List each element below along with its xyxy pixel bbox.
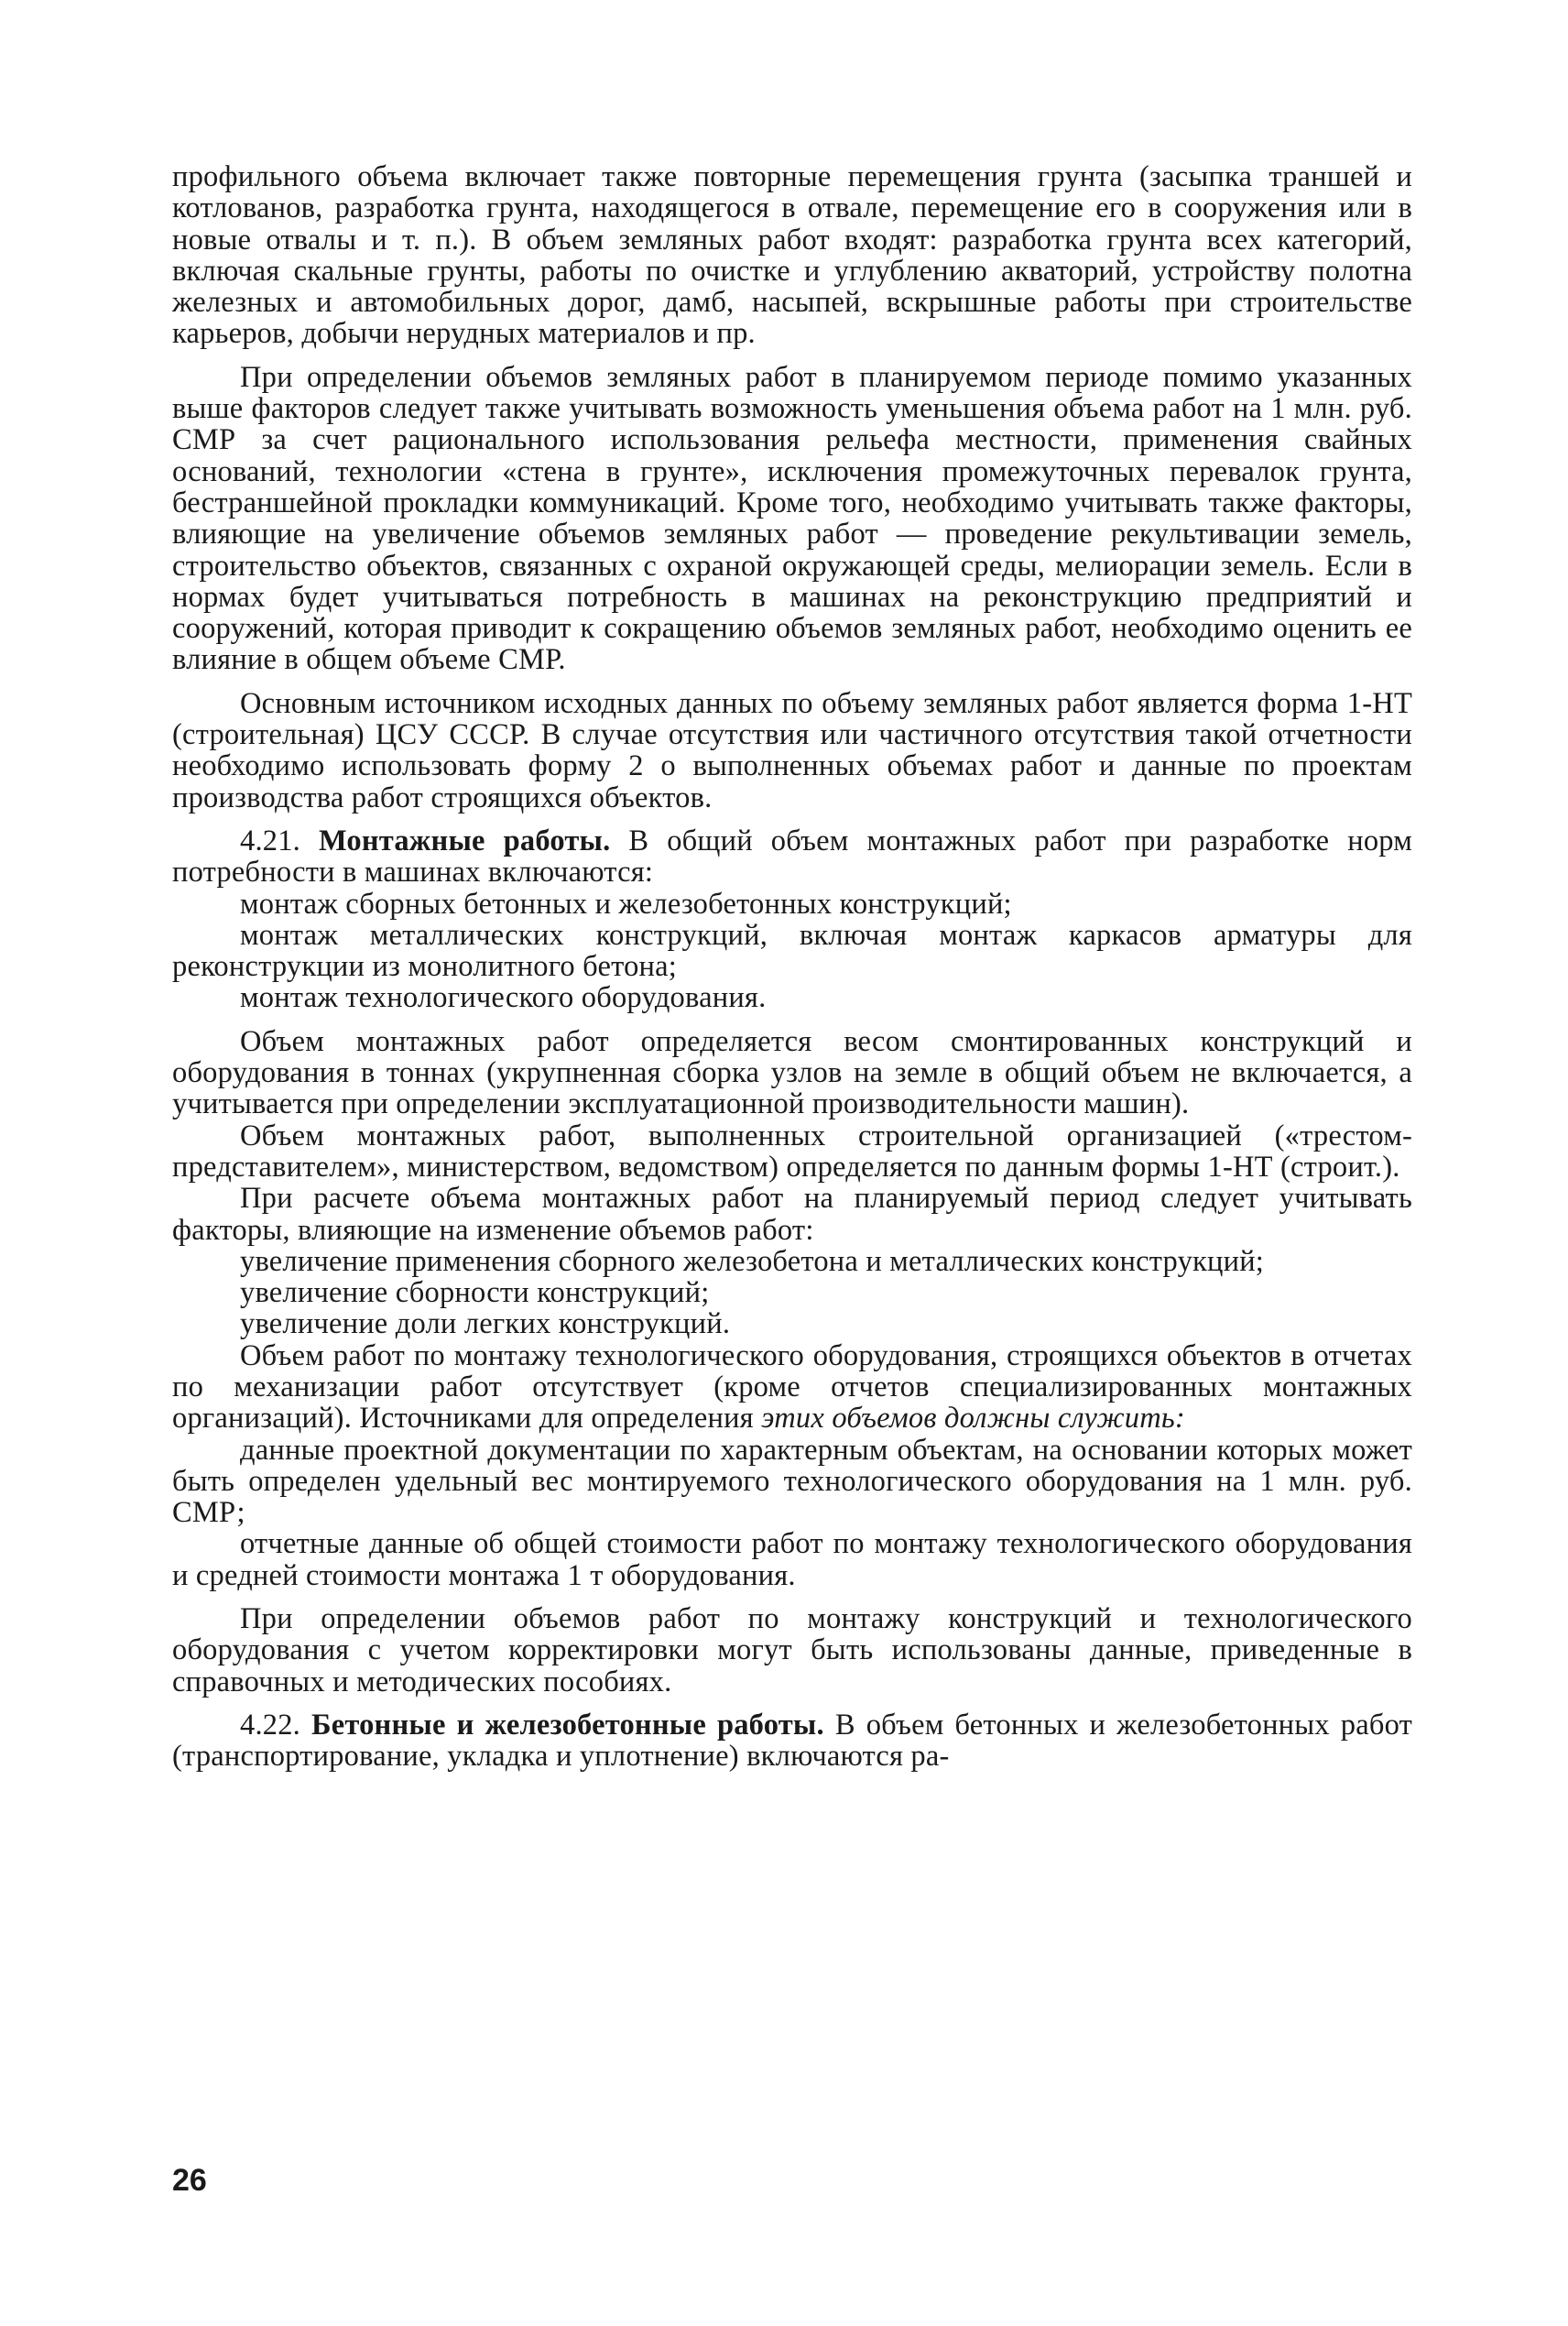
section-4-21-title: Монтажные работы.: [318, 824, 611, 857]
paragraph-earthwork-volume: профильного объема включает также повторные перемещения грунта (засыпка траншей и котлованов, разработка грунта, находящегося в отвале, перемещение его в сооружения или в новые отвалы и т. п.). В объем земляных работ входят: разработка грунта всех категорий, включая скальные грунты, работы по очистке и углублению акваторий, устройству полотна железных и автомобильных дорог, дамб, насыпей, вскрышные работы при строительстве карьеров, добычи нерудных материалов и пр.: [172, 160, 1412, 351]
page-number: 26: [172, 2163, 207, 2198]
paragraph-data-sources: Основным источником исходных данных по объему земляных работ является форма 1-НТ (строительная) ЦСУ СССР. В случае отсутствия или частичного отсутствия такой отчетности необходимо использовать форму 2 о выполненных объемах работ и данные по проектам производства работ строящихся объектов.: [172, 686, 1412, 814]
section-4-22-text: В объем бетонных и железобетонных работ (транспортирование, укладка и уплотнение) включаются ра-: [172, 1708, 1412, 1774]
list-item-factor-1: увеличение применения сборного железобетона и металлических конструкций;: [240, 1244, 1265, 1278]
section-4-21-text: В общий объем монтажных работ при разработке норм потребности в машинах включаются:: [172, 824, 1413, 890]
section-4-22-number: 4.22.: [240, 1708, 300, 1742]
list-item-source-1: данные проектной документации по характерным объектам, на основании которых может быть определен удельный вес монтируемого технологического оборудования на 1 млн. руб. СМР;: [172, 1433, 1412, 1530]
paragraph-equipment-mounting: [172, 1340, 1412, 1435]
list-item-source-2: отчетные данные об общей стоимости работ по монтажу технологического оборудования и средней стоимости монтажа 1 т оборудования.: [172, 1527, 1412, 1592]
paragraph-mounting-planning: При расчете объема монтажных работ на планируемый период следует учитывать факторы, влияющие на изменение объемов работ:: [172, 1182, 1412, 1247]
paragraph-planning-factors: При определении объемов земляных работ в планируемом периоде помимо указанных выше факторов следует также учитывать возможность уменьшения объема работ на 1 млн. руб. СМР за счет рационального использования рельефа местности, применения свайных оснований, технологии «стена в грунте», исключения промежуточных перевалок грунта, бестраншейной прокладки коммуникаций. Кроме того, необходимо учитывать также факторы, влияющие на увеличение объемов земляных работ — проведение рекультивации земель, строительство объектов, связанных с охраной окружающей среды, мелиорации земель. Если в нормах будет учитываться потребность в машинах на реконструкцию предприятий и сооружений, которая приводит к сокращению объемов земляных работ, необходимо оценить ее влияние в общем объеме СМР.: [172, 360, 1412, 677]
list-item-mounting-2: монтаж металлических конструкций, включая монтаж каркасов арматуры для реконструкции из монолитного бетона;: [172, 918, 1412, 984]
body-text: [172, 161, 1412, 1773]
list-item-factor-3: увеличение доли легких конструкций.: [240, 1307, 731, 1341]
paragraph-mounting-organization: Объем монтажных работ, выполненных строительной организацией («трестом-представителем», министерством, ведомством) определяется по данным формы 1-НТ (строит.).: [172, 1119, 1412, 1184]
list-item-mounting-1: монтаж сборных бетонных и железобетонных конструкций;: [240, 887, 1012, 921]
section-4-22-title: Бетонные и железобетонные работы.: [311, 1708, 824, 1742]
section-4-21: [172, 825, 1412, 889]
section-4-21-number: 4.21.: [240, 824, 300, 857]
section-4-22: [172, 1709, 1412, 1773]
list-item-factor-2: увеличение сборности конструкций;: [240, 1276, 710, 1310]
paragraph-equipment-mounting-italic: этих объемов должны служить:: [761, 1402, 1185, 1436]
paragraph-equipment-mounting-text: Объем работ по монтажу технологического оборудования, строящихся объектов в отчетах по механизации работ отсутствует (кроме отчетов специализированных монтажных организаций). Источниками для определения: [172, 1338, 1412, 1436]
paragraph-mounting-weight: Объем монтажных работ определяется весом смонтированных конструкций и оборудования в тоннах (укрупненная сборка узлов на земле в общий объем не включается, а учитывается при определении эксплуатационной производительности машин).: [172, 1024, 1412, 1121]
document-page: [172, 161, 1412, 2296]
list-item-mounting-3: монтаж технологического оборудования.: [240, 981, 767, 1015]
paragraph-correction: При определении объемов работ по монтажу конструкций и технологического оборудования с учетом корректировки могут быть использованы данные, приведенные в справочных и методических пособиях.: [172, 1602, 1412, 1698]
